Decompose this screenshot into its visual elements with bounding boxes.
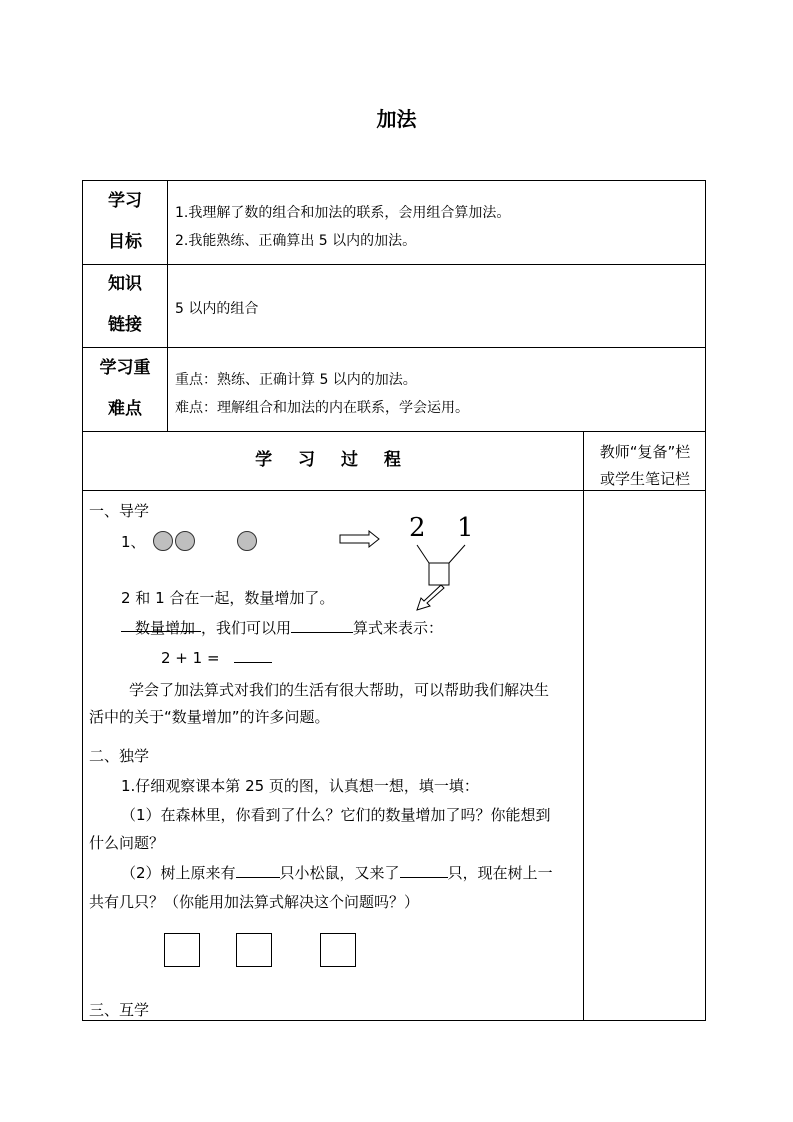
answer-blank: [291, 614, 353, 633]
answer-blank: [236, 859, 280, 878]
learning-plan-table: [82, 180, 706, 1021]
section2-q2-line2: 共有几只？（你能用加法算式解决这个问题吗？）: [89, 893, 420, 911]
section3-heading: 三、互学: [89, 1001, 150, 1019]
row-divider: [83, 264, 705, 265]
page-title: 加法: [376, 107, 417, 131]
section1-line1: 2 和 1 合在一起，数量增加了。: [121, 589, 335, 607]
equation-line: 2 + 1 =: [161, 643, 272, 673]
answer-box: [236, 933, 272, 967]
grey-circle: [153, 531, 173, 551]
keypoint-item: 难点：理解组合和加法的内在联系，学会运用。: [175, 400, 469, 416]
grey-circle: [175, 531, 195, 551]
goals-content: [175, 199, 510, 255]
grey-circle: [237, 531, 257, 551]
keypoint-item: 重点：熟练、正确计算 5 以内的加法。: [175, 372, 417, 388]
label-column-divider: [167, 181, 168, 431]
section2-q2-line1: （2）树上原来有 只小松鼠，又来了 只，现在树上一: [121, 858, 553, 888]
answer-box: [164, 933, 200, 967]
goal-item: 2.我能熟练、正确算出 5 以内的加法。: [175, 233, 417, 249]
process-header: 学 习 过 程: [255, 450, 411, 470]
goals-label: 学习 目标: [108, 191, 142, 252]
section2-q1-line2: 什么问题？: [89, 834, 165, 852]
section1-item-number: 1、: [121, 533, 146, 551]
knowledge-content: 5 以内的组合: [175, 301, 259, 317]
filled-blank: 数量增加: [121, 613, 201, 632]
answer-box: [320, 933, 356, 967]
down-left-arrow-icon: [413, 583, 445, 613]
notes-column-header: 教师“复备”栏 或学生笔记栏: [599, 443, 691, 488]
section1-para-line1: 学会了加法算式对我们的生活有很大帮助，可以帮助我们解决生: [129, 681, 550, 699]
row-divider: [83, 347, 705, 348]
keypoints-content: [175, 366, 469, 422]
section2-heading: 二、独学: [89, 747, 150, 765]
goal-item: 1.我理解了数的组合和加法的联系，会用组合算加法。: [175, 205, 511, 221]
section1-heading: 一、导学: [89, 502, 150, 520]
diagram-number-right: 1: [457, 513, 474, 543]
answer-blank: [400, 859, 448, 878]
section1-line2: 数量增加 ，我们可以用 算式来表示：: [121, 613, 443, 643]
section2-item1: 1.仔细观察课本第 25 页的图，认真想一想，填一填：: [121, 777, 479, 795]
knowledge-label: 知识 链接: [108, 274, 142, 335]
equation-answer-blank: [234, 644, 272, 663]
keypoints-label: 学习重 难点: [99, 358, 151, 419]
notes-column-divider: [583, 431, 584, 1021]
section1-para-line2: 活中的关于“数量增加”的许多问题。: [89, 708, 330, 726]
diagram-number-left: 2: [409, 513, 426, 543]
section2-q1-line1: （1）在森林里，你看到了什么？它们的数量增加了吗？你能想到: [121, 806, 551, 824]
right-arrow-icon: [339, 529, 381, 549]
